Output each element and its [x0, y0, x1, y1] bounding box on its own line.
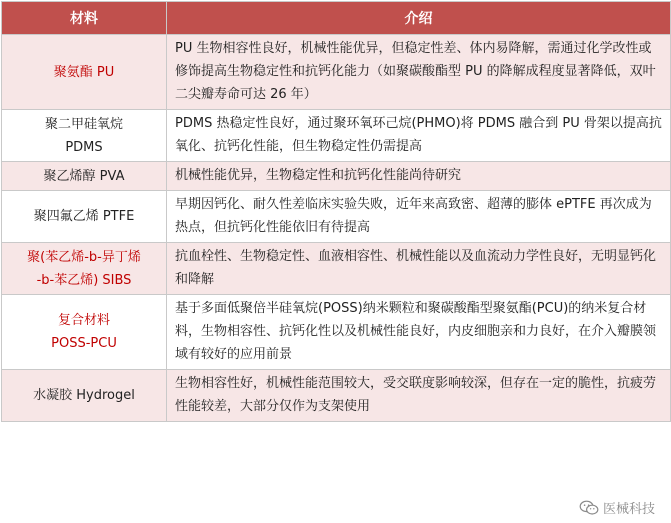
material-name-line: 聚(苯乙烯-b-异丁烯	[27, 249, 141, 265]
table-row	[2, 295, 671, 370]
material-name-cell	[2, 370, 167, 422]
header-introduction: 介绍	[167, 2, 671, 35]
material-name-line: 聚氨酯 PU	[53, 64, 115, 80]
material-description-cell: 早期因钙化、耐久性差临床实验失败，近年来高致密、超薄的膨体 ePTFE 再次成为热点，但抗钙化性能依旧有待提高	[167, 191, 671, 243]
header-material: 材料	[2, 2, 167, 35]
table-row	[2, 162, 671, 191]
material-description-cell: 生物相容性好，机械性能范围较大，受交联度影响较深，但存在一定的脆性，抗疲劳性能较差，大部分仅作为支架使用	[167, 370, 671, 422]
table-row	[2, 35, 671, 110]
material-name-line: PDMS	[65, 139, 103, 155]
material-description-cell: 机械性能优异，生物稳定性和抗钙化性能尚待研究	[167, 162, 671, 191]
table-row	[2, 370, 671, 422]
materials-table	[1, 1, 671, 422]
material-name-cell	[2, 162, 167, 191]
table-header-row	[2, 2, 671, 35]
material-description-cell: 抗血栓性、生物稳定性、血液相容性、机械性能以及血流动力学性良好，无明显钙化和降解	[167, 243, 671, 295]
watermark-text: 医械科技	[602, 502, 655, 517]
material-description-cell: PU 生物相容性良好，机械性能优异，但稳定性差、体内易降解，需通过化学改性或修饰提高生物稳定性和抗钙化能力（如聚碳酸酯型 PU 的降解成程度显著降低，双叶二尖瓣寿命可达 26 年）	[167, 35, 671, 110]
material-name-line: POSS-PCU	[51, 336, 117, 351]
material-name-cell	[2, 243, 167, 295]
material-name-cell	[2, 191, 167, 243]
material-name-line: 聚二甲硅氧烷	[44, 116, 123, 132]
material-name-line: 聚乙烯醇 PVA	[43, 168, 125, 184]
table-row	[2, 110, 671, 162]
material-description-cell: 基于多面低聚倍半硅氧烷(POSS)纳米颗粒和聚碳酸酯型聚氨酯(PCU)的纳米复合材料，生物相容性、抗钙化性以及机械性能良好，内皮细胞亲和力良好，在介入瓣膜领域有较好的应用前景	[167, 295, 671, 370]
table-row	[2, 243, 671, 295]
watermark	[577, 498, 657, 517]
material-name-line: 复合材料	[57, 313, 110, 328]
material-name-cell	[2, 295, 167, 370]
material-name-line: 聚四氟乙烯 PTFE	[33, 209, 135, 224]
material-name-cell	[2, 110, 167, 162]
material-name-line: -b-苯乙烯) SIBS	[36, 272, 132, 288]
table-row	[2, 191, 671, 243]
material-description-cell: PDMS 热稳定性良好，通过聚环氧环己烷(PHMO)将 PDMS 融合到 PU 骨架以提高抗氧化、抗钙化性能，但生物稳定性仍需提高	[167, 110, 671, 162]
material-name-line: 水凝胶 Hydrogel	[33, 388, 135, 403]
wechat-icon	[579, 500, 599, 516]
material-name-cell	[2, 35, 167, 110]
